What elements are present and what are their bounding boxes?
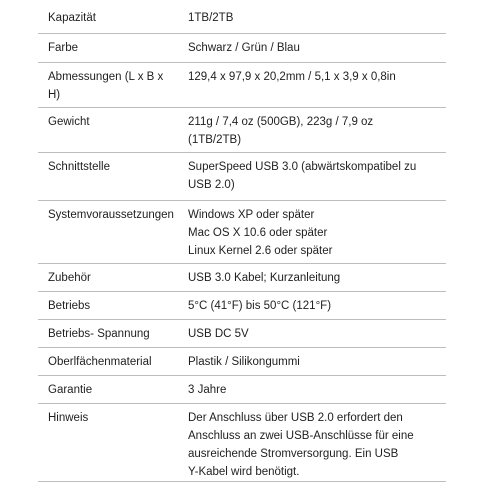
spec-value: 211g / 7,4 oz (500GB), 223g / 7,9 oz (1TB/2TB)	[188, 116, 374, 146]
spec-row-interface	[38, 152, 446, 200]
spec-label: Kapazität	[48, 12, 96, 24]
spec-table	[38, 0, 446, 484]
spec-row-weight	[38, 107, 446, 152]
spec-label: Schnittstelle	[48, 161, 111, 173]
spec-row-dimensions	[38, 62, 446, 107]
spec-label: Gewicht	[48, 116, 90, 128]
spec-value: Der Anschluss über USB 2.0 erfordert den Anschluss an zwei USB-Anschlüsse für eine ausreichende Stromversorgung. Ein USB Y-Kabel wird benötigt.	[188, 412, 414, 478]
spec-row-note	[38, 403, 446, 484]
spec-label: Systemvoraussetzungen	[48, 209, 174, 221]
spec-label: Zubehör	[48, 272, 91, 284]
spec-value: 1TB/2TB	[188, 12, 234, 24]
spec-value: Plastik / Silikongummi	[188, 356, 300, 368]
spec-value: Schwarz / Grün / Blau	[188, 42, 300, 54]
spec-label: Betriebs- Spannung	[48, 328, 150, 340]
spec-value: USB 3.0 Kabel; Kurzanleitung	[188, 272, 341, 284]
spec-label: Farbe	[48, 42, 79, 54]
spec-value: USB DC 5V	[188, 328, 249, 340]
table-bottom-divider	[38, 481, 446, 482]
spec-row-surface-material	[38, 347, 446, 375]
spec-value: Windows XP oder später Mac OS X 10.6 oder später Linux Kernel 2.6 oder später	[188, 209, 333, 257]
spec-row-system-requirements	[38, 200, 446, 263]
spec-row-warranty	[38, 375, 446, 403]
spec-row-accessories	[38, 263, 446, 291]
spec-row-color	[38, 33, 446, 62]
spec-label: Betriebs	[48, 300, 91, 312]
spec-value: 5°C (41°F) bis 50°C (121°F)	[188, 300, 332, 312]
spec-label: Garantie	[48, 384, 93, 396]
spec-row-operating-temp	[38, 291, 446, 319]
spec-row-capacity	[38, 0, 446, 33]
spec-label: Abmessungen (L x B x H)	[48, 71, 164, 101]
spec-value: 129,4 x 97,9 x 20,2mm / 5,1 x 3,9 x 0,8in	[188, 71, 396, 83]
spec-row-operating-voltage	[38, 319, 446, 347]
spec-label: Oberlfächenmaterial	[48, 356, 152, 368]
spec-value: SuperSpeed USB 3.0 (abwärtskompatibel zu USB 2.0)	[188, 161, 417, 191]
spec-value: 3 Jahre	[188, 384, 227, 396]
spec-label: Hinweis	[48, 412, 89, 424]
